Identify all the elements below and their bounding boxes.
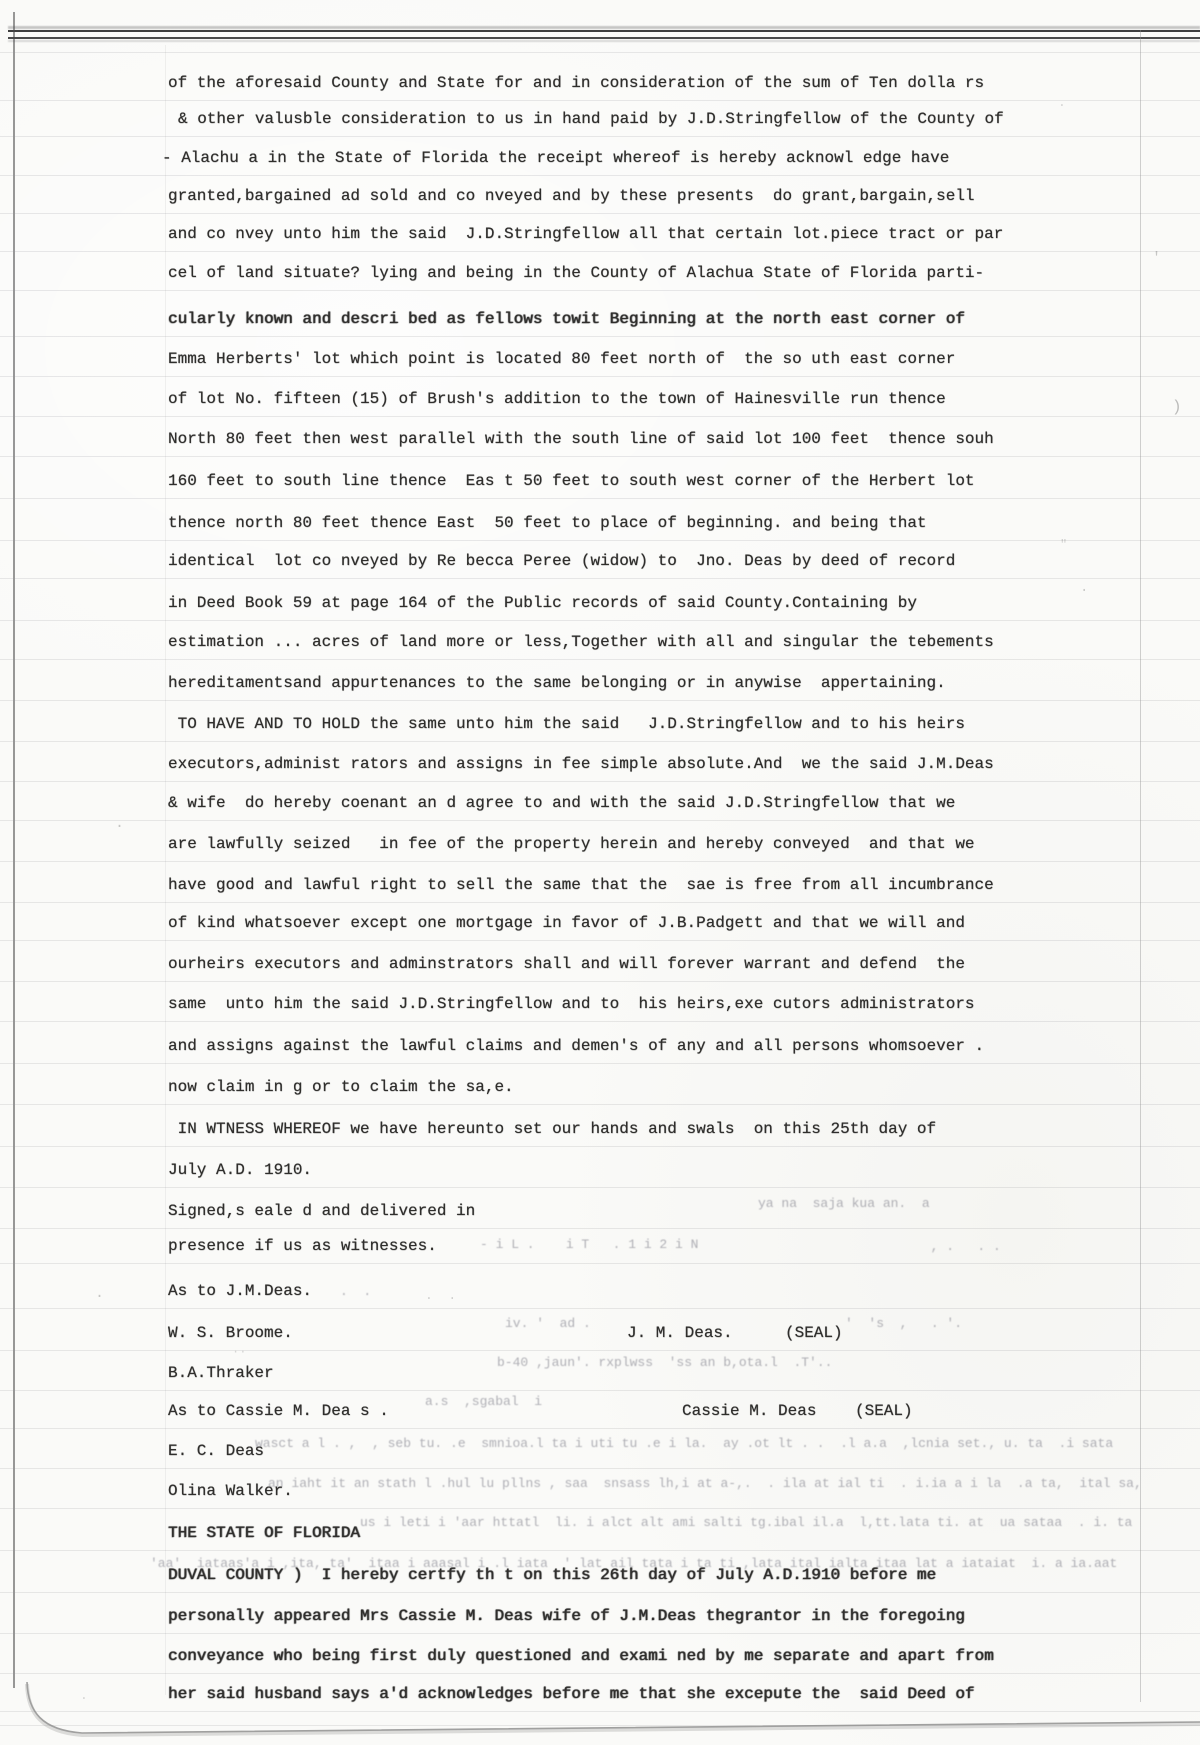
typewritten-text: her said husband says a'd acknowledges before me that she excepute the said Deed of [168, 1685, 975, 1703]
ledger-rule-line [0, 540, 1200, 541]
document-line [0, 72, 1200, 96]
document-line [0, 713, 1200, 737]
witness-signature: E. C. Deas [168, 1442, 265, 1460]
ledger-rule-line [0, 1308, 1200, 1309]
bleedthrough-text: ' 's , . '. [845, 1316, 963, 1331]
scan-speck: " [1060, 538, 1068, 552]
typewritten-text: & other valusble consideration to us in hand paid by J.D.Stringfellow of the County of [178, 110, 1004, 128]
document-line [0, 223, 1200, 247]
ledger-rule-line [0, 1468, 1200, 1469]
bleedthrough-text: . . [340, 1284, 372, 1299]
ledger-rule-line [0, 1104, 1200, 1105]
typewritten-text: executors,administ rators and assigns in fee simple absolute.And we the said J.M.Deas [168, 755, 994, 773]
typewritten-text: Signed,s eale d and delivered in [168, 1202, 476, 1220]
ledger-rule-line [0, 100, 1200, 101]
typewritten-text: thence north 80 feet thence East 50 feet to place of beginning. and being that [168, 514, 927, 532]
document-line [0, 1645, 1200, 1669]
document-line [0, 388, 1200, 412]
ledger-rule-line [0, 251, 1200, 252]
ledger-rule-line [0, 741, 1200, 742]
ledger-rule-line [0, 498, 1200, 499]
typewritten-text: North 80 feet then west parallel with the south line of said lot 100 feet thence souh [168, 430, 994, 448]
ledger-rule-line [0, 981, 1200, 982]
ledger-rule-line [0, 1633, 1200, 1634]
seal-label: (SEAL) [855, 1402, 913, 1420]
ledger-rule-line [0, 136, 1200, 137]
bleedthrough-text: , . . . [915, 1239, 1001, 1254]
typewritten-text: cel of land situate? lying and being in the County of Alachua State of Florida parti- [168, 264, 985, 282]
scan-speck: . [1058, 95, 1066, 110]
bleedthrough-text: us i leti i 'aar httatl li. i alct alt ami salti tg.ibal il.a l,tt.lata ti. at ua sataa . i. ta [360, 1515, 1133, 1530]
ledger-rule-line [0, 336, 1200, 337]
ledger-rule-line [0, 820, 1200, 821]
document-line [0, 672, 1200, 696]
ledger-rule-line [0, 1350, 1200, 1351]
typewritten-text: granted,bargained ad sold and co nveyed and by these presents do grant,bargain,sell [168, 187, 975, 205]
typewritten-text: presence if us as witnesses. [168, 1237, 437, 1255]
typewritten-text: of the aforesaid County and State for and in consideration of the sum of Ten dolla rs [168, 74, 985, 92]
ledger-rule-line [0, 416, 1200, 417]
typewritten-text: DUVAL COUNTY ) I hereby certfy th t on this 26th day of July A.D.1910 before me [168, 1566, 937, 1584]
bleedthrough-text: b-40 ,jaun'. rxplwss 'ss an b,ota.l .T'.. [497, 1355, 833, 1370]
bleedthrough-text: an iaht it an stath l .hul lu pllns , saa snsass lh,i at a-,. . ila at ial ti . i.ia a i la .a ta, ital sa, [268, 1476, 1142, 1491]
typewritten-text: Emma Herberts' lot which point is located 80 feet north of the so uth east corner [168, 350, 956, 368]
bleedthrough-text: iv. ' ad . [505, 1316, 591, 1331]
typewritten-text: conveyance who being first duly questioned and exami ned by me separate and apart from [168, 1647, 994, 1665]
document-line [0, 631, 1200, 655]
scan-speck: . [95, 1285, 105, 1302]
document-line [0, 1280, 1200, 1304]
document-line [0, 993, 1200, 1017]
document-line [0, 147, 1200, 171]
typewritten-text: THE STATE OF FLORIDA [168, 1524, 361, 1542]
document-line [0, 1683, 1200, 1707]
typewritten-text: estimation ... acres of land more or less,Together with all and singular the tebements [168, 633, 994, 651]
ledger-rule-line [0, 1063, 1200, 1064]
document-line [0, 792, 1200, 816]
ledger-rule-line [0, 902, 1200, 903]
document-line [0, 592, 1200, 616]
typewritten-text: are lawfully seized in fee of the property herein and hereby conveyed and that we [168, 835, 975, 853]
ledger-rule-line [0, 940, 1200, 941]
scan-speck: . [115, 815, 125, 832]
scan-speck: ' [1152, 250, 1162, 267]
top-border-dark-line-2 [8, 37, 1200, 39]
typewritten-text: of kind whatsoever except one mortgage in favor of J.B.Padgett and that we will and [168, 914, 965, 932]
ledger-rule-line [0, 456, 1200, 457]
ledger-rule-line [0, 376, 1200, 377]
ledger-rule-line [0, 620, 1200, 621]
bleedthrough-text: 'aa' iataas'a i ,ita, ta' itaa i aaasal i .l iata ' lat ail tata i ta ti ,lata ital ialta itaa lat a iataiat i. a ia.aat [150, 1556, 1118, 1571]
document-line [0, 874, 1200, 898]
document-line [0, 833, 1200, 857]
document-line [0, 308, 1200, 332]
bleedthrough-text: a.s ,sgabal i [425, 1394, 543, 1409]
ledger-rule-line [0, 1508, 1200, 1509]
scan-speck: ) [1172, 398, 1182, 416]
ledger-rule-line [0, 1263, 1200, 1264]
document-line [0, 953, 1200, 977]
typewritten-text: have good and lawful right to sell the same that the sae is free from all incumbrance [168, 876, 994, 894]
ledger-rule-line [0, 1725, 1200, 1726]
seal-label: (SEAL) [785, 1324, 843, 1342]
document-line [0, 753, 1200, 777]
typewritten-text: As to Cassie M. Dea s . [168, 1402, 389, 1420]
typewritten-text: TO HAVE AND TO HOLD the same unto him the said J.D.Stringfellow and to his heirs [168, 715, 965, 733]
bleedthrough-text: ya na saja kua an. a [758, 1196, 930, 1211]
top-border-gray-line-2 [8, 40, 1200, 42]
typewritten-text: same unto him the said J.D.Stringfellow and to his heirs,exe cutors administrators [168, 995, 975, 1013]
document-line [0, 428, 1200, 452]
ledger-rule-line [0, 1146, 1200, 1147]
ledger-rule-line [0, 1550, 1200, 1551]
scan-speck: . [1080, 580, 1089, 596]
grantor-signature: J. M. Deas. [627, 1324, 733, 1342]
typewritten-text: - Alachu a in the State of Florida the receipt whereof is hereby acknowl edge have [162, 149, 950, 167]
document-line [0, 1159, 1200, 1183]
typewritten-text: now claim in g or to claim the sa,e. [168, 1078, 514, 1096]
ledger-rule-line [0, 1711, 1200, 1712]
typewritten-text: hereditamentsand appurtenances to the same belonging or in anywise appertaining. [168, 674, 946, 692]
scan-speck: ·· [232, 1345, 247, 1359]
document-line [0, 1400, 1200, 1424]
bleedthrough-text: - i L . i T . 1 i 2 i N [480, 1237, 699, 1252]
ledger-rule-line [0, 1673, 1200, 1674]
bleedthrough-text: wasct a l . , , seb tu. .e smnioa.l ta i uti tu .e i la. ay .ot lt . . .l a.a ,lcnia set., u. ta .i sata [255, 1436, 1114, 1451]
typewritten-text: in Deed Book 59 at page 164 of the Public records of said County.Containing by [168, 594, 917, 612]
ledger-rule-line [0, 1187, 1200, 1188]
witness-signature: Olina Walker. [168, 1482, 293, 1500]
document-line [0, 1076, 1200, 1100]
typewritten-text: and co nvey unto him the said J.D.Stringfellow all that certain lot.piece tract or par [168, 225, 1004, 243]
top-border-dark-line [8, 30, 1200, 32]
scan-speck: . . [425, 1288, 457, 1303]
ledger-rule-line [0, 700, 1200, 701]
ledger-rule-line [0, 659, 1200, 660]
typewritten-text: personally appeared Mrs Cassie M. Deas wife of J.M.Deas thegrantor in the foregoing [168, 1607, 965, 1625]
typewritten-text: IN WTNESS WHEREOF we have hereunto set our hands and swals on this 25th day of [168, 1120, 937, 1138]
ledger-rule-line [0, 781, 1200, 782]
document-line [0, 1118, 1200, 1142]
ledger-rule-line [0, 1592, 1200, 1593]
document-line [0, 1605, 1200, 1629]
ledger-rule-line [0, 1021, 1200, 1022]
ledger-rule-line [0, 1228, 1200, 1229]
typewritten-text: 160 feet to south line thence Eas t 50 feet to south west corner of the Herbert lot [168, 472, 975, 490]
typewritten-text: identical lot co nveyed by Re becca Peree (widow) to Jno. Deas by deed of record [168, 552, 956, 570]
document-line [0, 470, 1200, 494]
grantor-signature: Cassie M. Deas [682, 1402, 817, 1420]
document-line [0, 512, 1200, 536]
top-border-gray-line [8, 26, 1200, 29]
ledger-rule-line [0, 213, 1200, 214]
typewritten-text: cularly known and descri bed as fellows towit Beginning at the north east corner of [168, 310, 965, 328]
typewritten-text: July A.D. 1910. [168, 1161, 313, 1179]
scan-speck: . [80, 1688, 88, 1703]
ledger-rule-line [0, 861, 1200, 862]
document-line [0, 1200, 1200, 1224]
ledger-rule-line [0, 1428, 1200, 1429]
ledger-rule-line [0, 578, 1200, 579]
witness-signature: W. S. Broome. [168, 1324, 293, 1342]
document-line [0, 1035, 1200, 1059]
typewritten-text: ourheirs executors and adminstrators shall and will forever warrant and defend the [168, 955, 965, 973]
ledger-rule-line [0, 1390, 1200, 1391]
typewritten-text: of lot No. fifteen (15) of Brush's addition to the town of Hainesville run thence [168, 390, 946, 408]
document-line [0, 550, 1200, 574]
ledger-rule-line [0, 52, 1200, 53]
ledger-rule-line [0, 175, 1200, 176]
document-line [0, 1322, 1200, 1346]
document-line [0, 348, 1200, 372]
document-line [0, 912, 1200, 936]
document-line [0, 185, 1200, 209]
typewritten-text: and assigns against the lawful claims and demen's of any and all persons whomsoever . [168, 1037, 985, 1055]
typewritten-text: As to J.M.Deas. [168, 1282, 313, 1300]
ledger-rule-line [0, 290, 1200, 291]
document-line [0, 262, 1200, 286]
typewritten-text: & wife do hereby coenant an d agree to and with the said J.D.Stringfellow that we [168, 794, 956, 812]
witness-signature: B.A.Thraker [168, 1364, 274, 1382]
document-line [0, 108, 1200, 132]
